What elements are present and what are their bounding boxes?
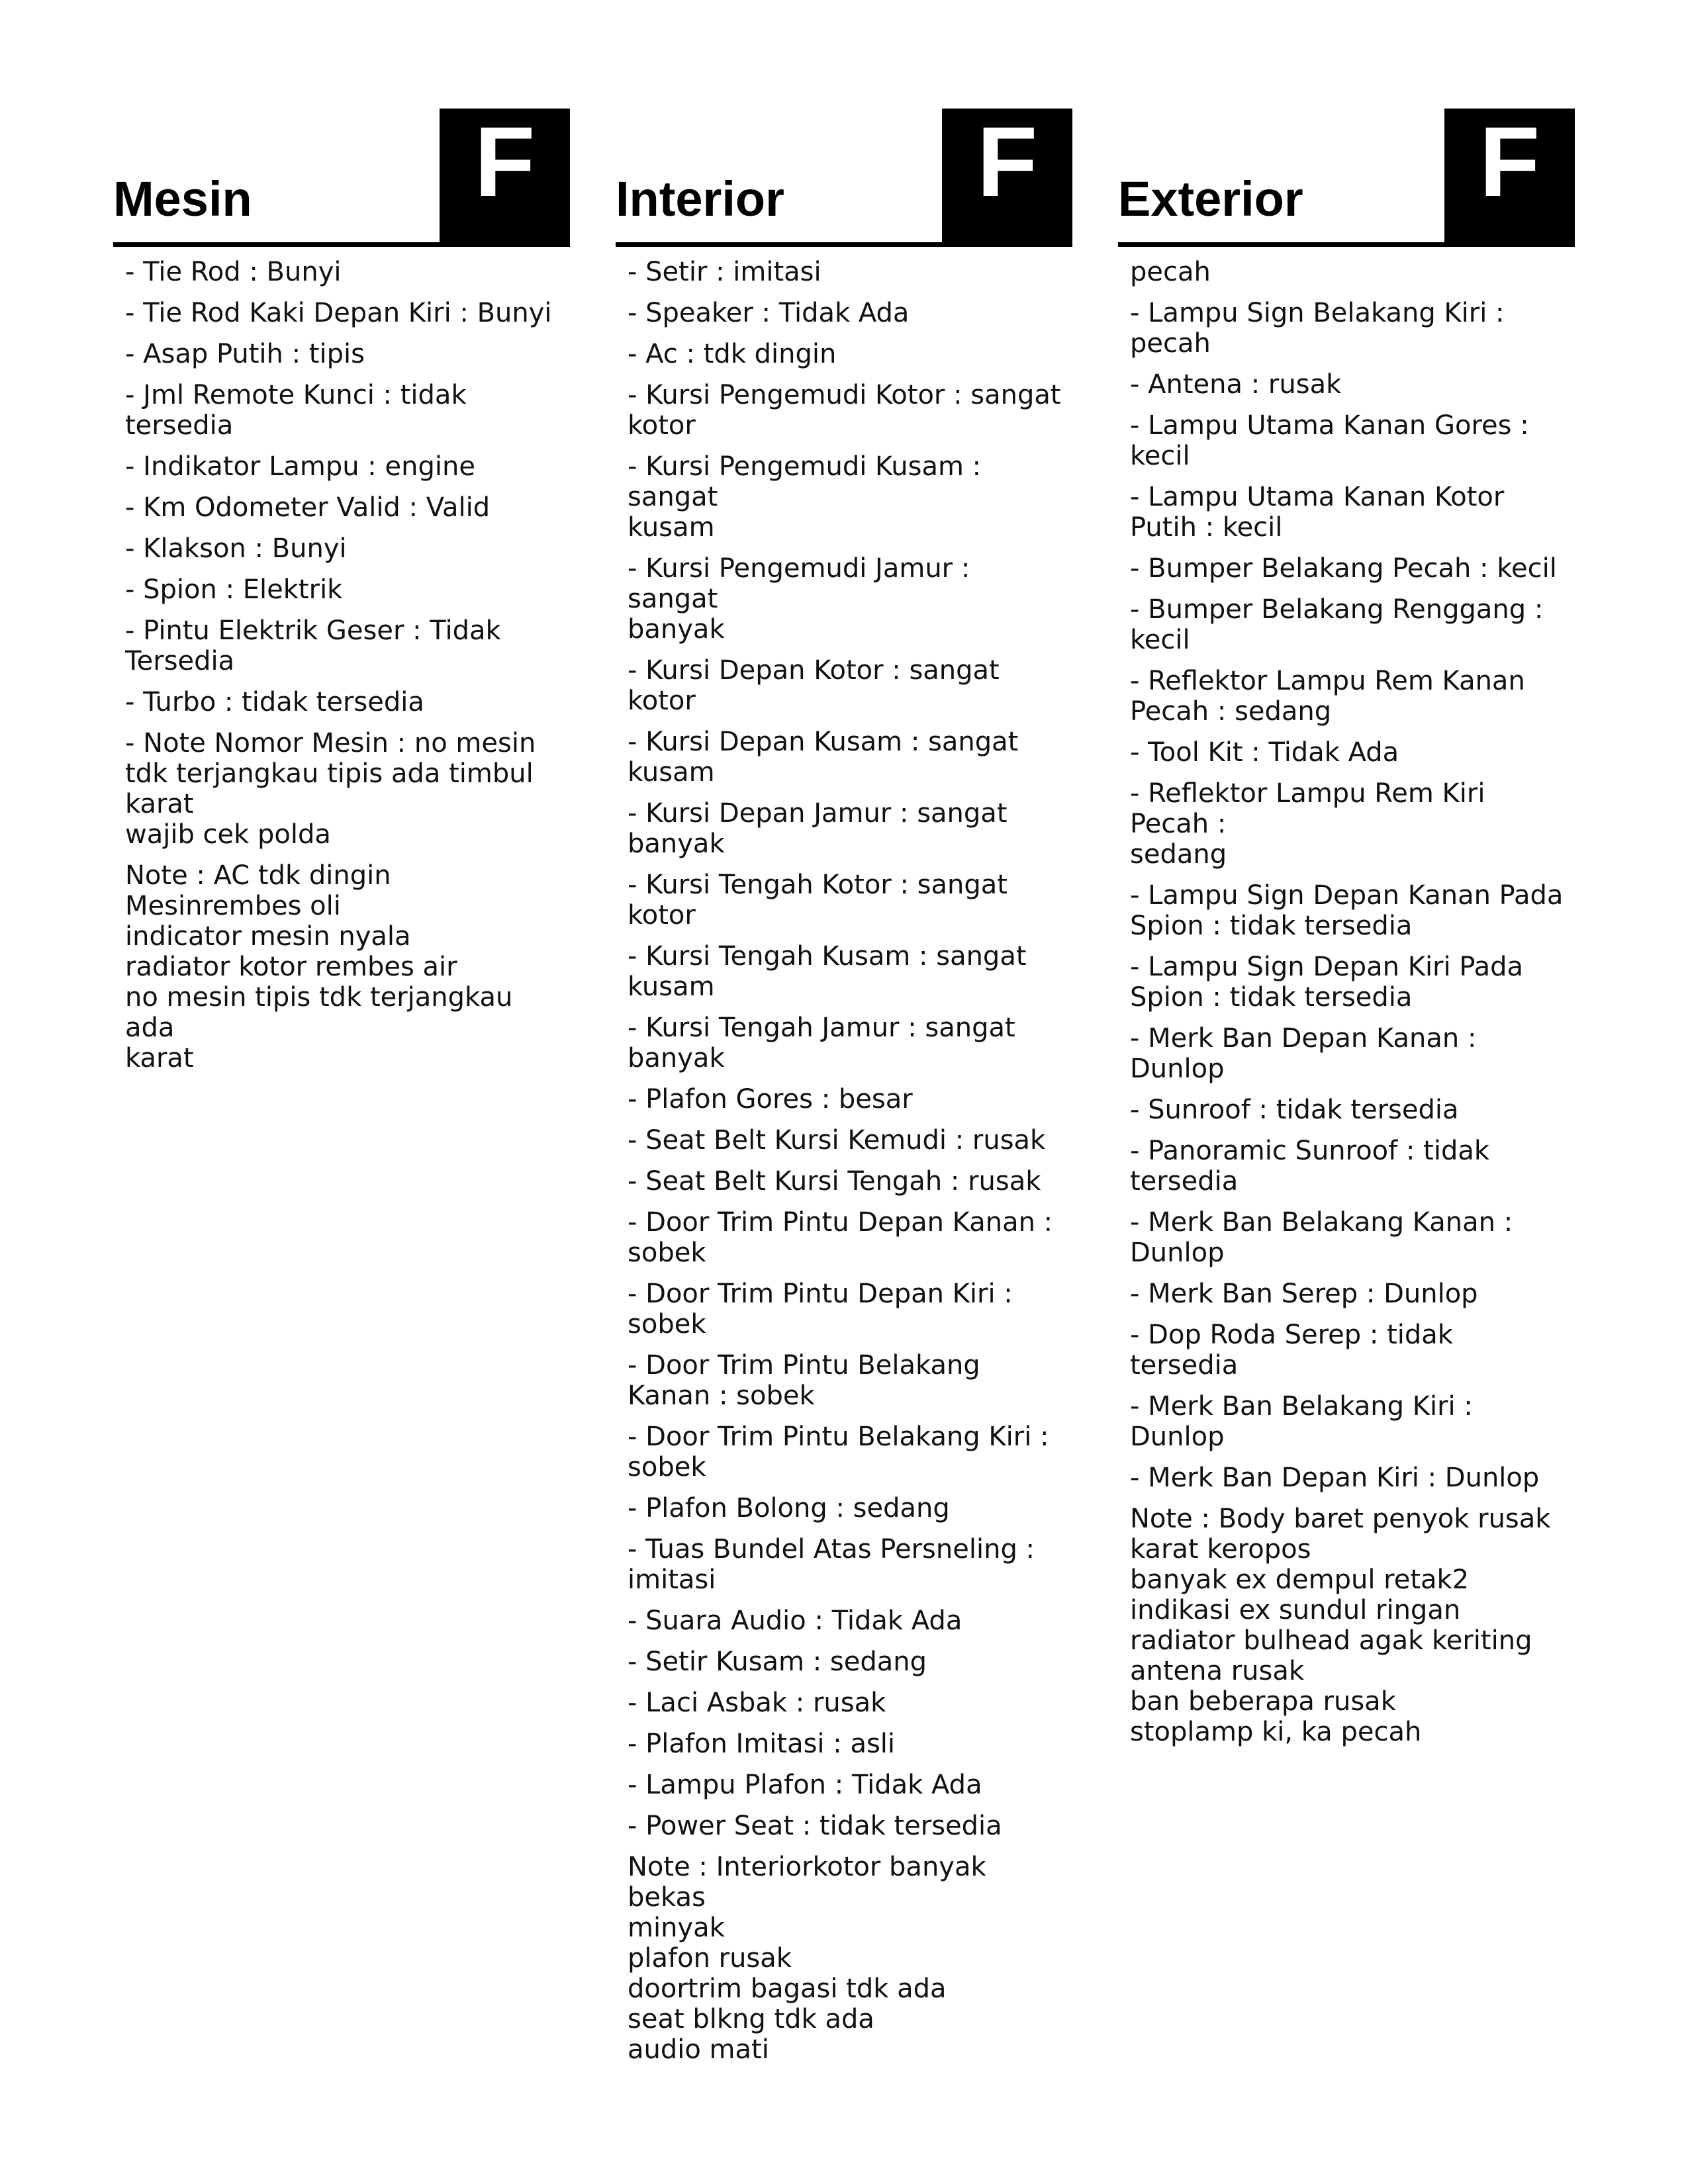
list-item: - Indikator Lampu : engine xyxy=(125,451,475,482)
list-item: - Jml Remote Kunci : tidak tersedia xyxy=(125,380,467,441)
grade-badge: F xyxy=(942,109,1072,246)
header-divider xyxy=(1118,242,1575,247)
grade-badge: F xyxy=(440,109,570,246)
list-item: - Lampu Utama Kanan Kotor Putih : kecil xyxy=(1130,482,1505,543)
list-item: - Merk Ban Depan Kiri : Dunlop xyxy=(1130,1463,1540,1493)
list-item: - Spion : Elektrik xyxy=(125,574,343,605)
list-item: - Tie Rod Kaki Depan Kiri : Bunyi xyxy=(125,298,552,328)
inspection-list xyxy=(125,257,562,1073)
list-item: - Kursi Tengah Jamur : sangat banyak xyxy=(628,1013,1015,1073)
list-item: - Kursi Depan Kotor : sangat kotor xyxy=(628,655,1000,716)
list-item: - Panoramic Sunroof : tidak tersedia xyxy=(1130,1136,1490,1197)
list-item: - Bumper Belakang Pecah : kecil xyxy=(1130,553,1557,584)
list-item: - Asap Putih : tipis xyxy=(125,339,365,369)
list-item: - Door Trim Pintu Depan Kanan : sobek xyxy=(628,1207,1053,1268)
list-item: - Seat Belt Kursi Tengah : rusak xyxy=(628,1166,1041,1197)
list-item: - Power Seat : tidak tersedia xyxy=(628,1811,1002,1841)
section-header xyxy=(616,106,1068,246)
section-note: Note : Body baret penyok rusak karat keropos banyak ex dempul retak2 indikasi ex sundul ringan radiator bulhead agak keriting antena rusak ban beberapa rusak stoplamp ki, ka pecah xyxy=(1130,1504,1551,1747)
list-item: - Lampu Plafon : Tidak Ada xyxy=(628,1770,982,1800)
list-item: - Merk Ban Depan Kanan : Dunlop xyxy=(1130,1023,1477,1084)
header-divider xyxy=(616,242,1072,247)
list-item: - Merk Ban Belakang Kanan : Dunlop xyxy=(1130,1207,1513,1268)
section-note: Note : AC tdk dingin Mesinrembes oli indicator mesin nyala radiator kotor rembes air no mesin tipis tdk terjangkau ada karat xyxy=(125,860,513,1073)
list-item: pecah xyxy=(1130,257,1211,287)
list-item: - Door Trim Pintu Depan Kiri : sobek xyxy=(628,1279,1013,1340)
list-item: - Door Trim Pintu Belakang Kiri : sobek xyxy=(628,1422,1049,1482)
list-item: - Dop Roda Serep : tidak tersedia xyxy=(1130,1320,1453,1381)
list-item: - Reflektor Lampu Rem Kiri Pecah : sedang xyxy=(1130,778,1485,870)
list-item: - Kursi Tengah Kotor : sangat kotor xyxy=(628,870,1008,931)
list-item: - Lampu Sign Belakang Kiri : pecah xyxy=(1130,298,1505,359)
section-header xyxy=(1118,106,1571,246)
list-item: - Door Trim Pintu Belakang Kanan : sobek xyxy=(628,1350,980,1411)
section-title: Interior xyxy=(616,171,784,226)
list-item: - Merk Ban Belakang Kiri : Dunlop xyxy=(1130,1391,1473,1452)
section-note: Note : Interiorkotor banyak bekas minyak plafon rusak doortrim bagasi tdk ada seat blkng tdk ada audio mati xyxy=(628,1852,986,2065)
list-item: - Kursi Pengemudi Kotor : sangat kotor xyxy=(628,380,1061,441)
list-item: - Kursi Tengah Kusam : sangat kusam xyxy=(628,941,1027,1002)
list-item: - Turbo : tidak tersedia xyxy=(125,687,424,717)
list-item: - Kursi Depan Jamur : sangat banyak xyxy=(628,798,1008,859)
header-divider xyxy=(113,242,570,247)
list-item: - Merk Ban Serep : Dunlop xyxy=(1130,1279,1478,1309)
inspection-list xyxy=(628,257,1064,2065)
list-item: - Km Odometer Valid : Valid xyxy=(125,492,491,523)
section-title: Exterior xyxy=(1118,171,1303,226)
list-item: - Kursi Depan Kusam : sangat kusam xyxy=(628,727,1019,788)
list-item: - Plafon Imitasi : asli xyxy=(628,1729,896,1759)
list-item: - Tie Rod : Bunyi xyxy=(125,257,342,287)
list-item: - Plafon Bolong : sedang xyxy=(628,1493,950,1524)
list-item: - Lampu Sign Depan Kiri Pada Spion : tidak tersedia xyxy=(1130,952,1524,1013)
list-item: - Lampu Sign Depan Kanan Pada Spion : tidak tersedia xyxy=(1130,880,1564,941)
list-item: - Klakson : Bunyi xyxy=(125,533,347,564)
list-item: - Pintu Elektrik Geser : Tidak Tersedia xyxy=(125,615,501,676)
list-item: - Setir : imitasi xyxy=(628,257,821,287)
list-item: - Reflektor Lampu Rem Kanan Pecah : sedang xyxy=(1130,666,1525,727)
list-item: - Suara Audio : Tidak Ada xyxy=(628,1606,962,1636)
list-item: - Sunroof : tidak tersedia xyxy=(1130,1095,1459,1125)
list-item: - Ac : tdk dingin xyxy=(628,339,837,369)
list-item: - Laci Asbak : rusak xyxy=(628,1688,886,1718)
list-item: - Seat Belt Kursi Kemudi : rusak xyxy=(628,1125,1046,1156)
section-header xyxy=(113,106,566,246)
list-item: - Setir Kusam : sedang xyxy=(628,1647,927,1677)
grade-badge: F xyxy=(1444,109,1575,246)
list-item: - Antena : rusak xyxy=(1130,369,1342,400)
list-item: - Kursi Pengemudi Kusam : sangat kusam xyxy=(628,451,982,543)
list-item: - Note Nomor Mesin : no mesin tdk terjangkau tipis ada timbul karat wajib cek polda xyxy=(125,728,536,850)
list-item: - Kursi Pengemudi Jamur : sangat banyak xyxy=(628,553,970,645)
inspection-list xyxy=(1130,257,1567,1747)
list-item: - Tuas Bundel Atas Persneling : imitasi xyxy=(628,1534,1035,1595)
list-item: - Plafon Gores : besar xyxy=(628,1084,913,1115)
section-title: Mesin xyxy=(113,171,252,226)
list-item: - Tool Kit : Tidak Ada xyxy=(1130,737,1399,768)
list-item: - Speaker : Tidak Ada xyxy=(628,298,910,328)
list-item: - Bumper Belakang Renggang : kecil xyxy=(1130,594,1544,655)
list-item: - Lampu Utama Kanan Gores : kecil xyxy=(1130,410,1529,471)
